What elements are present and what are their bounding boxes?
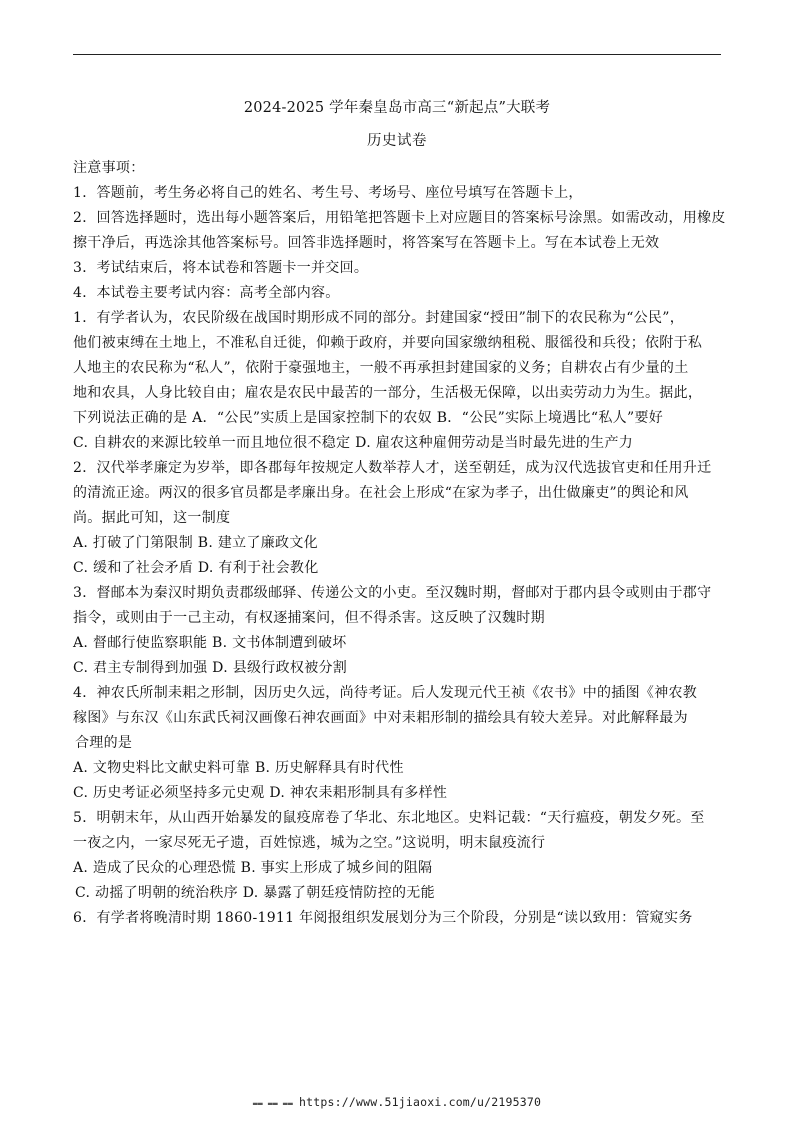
- question-line: 2．汉代举孝廉定为岁举，即各郡每年按规定人数举荐人才，送至朝廷，成为汉代选拔官吏和任用升迁: [73, 460, 712, 476]
- question-line: 指令，或则由于一己主动，有权逐捕案问，但不得杀害。这反映了汉魏时期: [73, 610, 545, 626]
- notice-item: 擦干净后，再选涂其他答案标号。回答非选择题时，将答案写在答题卡上。写在本试卷上无效: [73, 235, 660, 251]
- footer-url[interactable]: https://www.51jiaoxi.com/u/2195370: [298, 1095, 542, 1109]
- question-line: 尚。据此可知，这一制度: [73, 510, 231, 526]
- question-line: 稼图》与东汉《山东武氏祠汉画像石神农画面》中对耒耜形制的描绘具有较大差异。对此解释最为: [73, 710, 688, 726]
- question-options: C. 自耕农的来源比较单一而且地位很不稳定 D. 雇农这种雇佣劳动是当时最先进的生产力: [73, 435, 634, 451]
- top-rule: [73, 54, 721, 55]
- question-line: 5．明朝末年，从山西开始暴发的鼠疫席卷了华北、东北地区。史料记载：“天行瘟疫，朝发夕死。至: [73, 810, 705, 826]
- question-line: 人地主的农民称为“私人”，依附于豪强地主，一般不再承担封建国家的义务；自耕农占有少量的土: [73, 360, 689, 376]
- notice-item: 2．回答选择题时，选出每小题答案后，用铅笔把答题卡上对应题目的答案标号涂黑。如需改动，用橡皮: [73, 210, 726, 226]
- exam-subject: 历史试卷: [367, 133, 427, 149]
- question-line: 下列说法正确的是 A．“公民”实质上是国家控制下的农奴 B．“公民”实际上境遇比“私人”要好: [73, 410, 664, 426]
- notice-heading: 注意事项：: [73, 160, 145, 176]
- question-4: [73, 681, 723, 806]
- question-line: 地和农具，人身比较自由；雇农是农民中最苦的一部分，生活极无保障，以出卖劳动力为生。据此，: [73, 385, 703, 401]
- question-line: 合理的是: [75, 735, 133, 751]
- question-options: C. 缓和了社会矛盾 D. 有利于社会教化: [73, 560, 319, 576]
- question-2: [73, 456, 723, 581]
- question-3: [73, 581, 723, 681]
- watermark-mark: ▬▬ ▬▬ ▬▬: [252, 1099, 293, 1108]
- question-5: [73, 806, 723, 906]
- notice-item: 1．答题前，考生务必将自己的姓名、考生号、考场号、座位号填写在答题卡上，: [73, 185, 583, 201]
- question-options: C. 历史考证必须坚持多元史观 D. 神农耒耜形制具有多样性: [73, 785, 448, 801]
- question-line: 一夜之内，一家尽死无孑遗，百姓惊逃，城为之空。”这说明，明末鼠疫流行: [73, 835, 546, 851]
- question-options: A. 造成了民众的心理恐慌 B. 事实上形成了城乡间的阻隔: [73, 860, 433, 876]
- question-1: [73, 306, 723, 456]
- question-options: A. 文物史料比文献史料可靠 B. 历史解释具有时代性: [73, 760, 404, 776]
- page-footer: [0, 1095, 794, 1109]
- question-options: C. 君主专制得到加强 D. 县级行政权被分割: [73, 660, 348, 676]
- question-options: A. 打破了门第限制 B. 建立了廉政文化: [73, 535, 318, 551]
- notice-item: 4．本试卷主要考试内容：高考全部内容。: [73, 285, 340, 301]
- notice-item: 3．考试结束后，将本试卷和答题卡一并交回。: [73, 260, 369, 276]
- question-line: 1．有学者认为，农民阶级在战国时期形成不同的部分。封建国家“授田”制下的农民称为“公民”，: [73, 310, 685, 326]
- question-line: 3．督邮本为秦汉时期负责郡级邮驿、传递公文的小吏。至汉魏时期，督邮对于郡内县令或则由于郡守: [73, 585, 712, 601]
- question-line: 4．神农氏所制耒耜之形制，因历史久远，尚待考证。后人发现元代王祯《农书》中的插图《神农教: [73, 685, 698, 701]
- question-options: A. 督邮行使监察职能 B. 文书体制遭到破坏: [73, 635, 347, 651]
- exam-title: 2024-2025 学年秦皇岛市高三“新起点”大联考: [243, 100, 551, 116]
- question-6: [73, 906, 723, 931]
- question-line: 他们被束缚在土地上，不准私自迁徙，仰赖于政府，并要向国家缴纳租税、服徭役和兵役；依附于私: [73, 335, 703, 351]
- question-line: 6．有学者将晚清时期 1860-1911 年阅报组织发展划分为三个阶段，分别是“读以致用：管窥实务: [73, 910, 693, 926]
- question-line: 的清流正途。两汉的很多官员都是孝廉出身。在社会上形成“在家为孝子，出仕做廉吏”的舆论和风: [73, 485, 689, 501]
- document-body: [73, 156, 726, 931]
- question-options: C. 动摇了明朝的统治秩序 D. 暴露了朝廷疫情防控的无能: [75, 885, 435, 901]
